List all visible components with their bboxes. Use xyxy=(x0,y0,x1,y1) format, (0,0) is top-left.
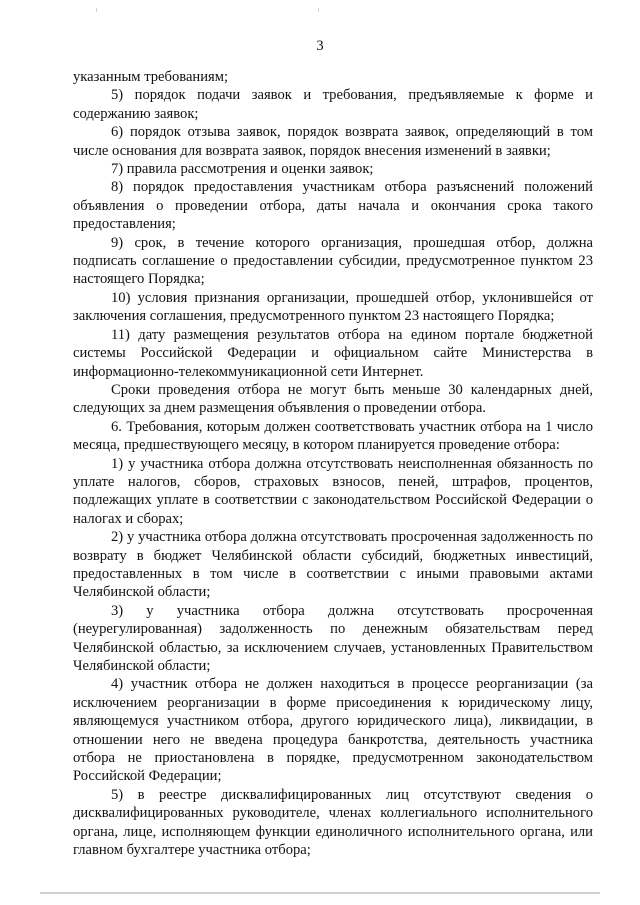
paragraph: 5) в реестре дисквалифицированных лиц отсутствуют сведения о дисквалифицированных руководителе, членах коллегиального исполнительного органа, лице, исполняющем функции единоличного исполнительного органа, или главном бухгалтере участника отбора; xyxy=(73,786,593,859)
scan-artifact xyxy=(318,8,319,12)
paragraph: 11) дату размещения результатов отбора на едином портале бюджетной системы Российской Федерации и официальном сайте Министерства в информационно-телекоммуникационной сети Интернет. xyxy=(73,326,593,380)
paragraph: 8) порядок предоставления участникам отбора разъяснений положений объявления о проведении отбора, даты начала и окончания срока такого предоставления; xyxy=(73,179,593,233)
paragraph: 9) срок, в течение которого организация, прошедшая отбор, должна подписать соглашение о предоставлении субсидии, предусмотренное пунктом 23 настоящего Порядка; xyxy=(73,234,593,288)
paragraph: 6. Требования, которым должен соответствовать участник отбора на 1 число месяца, предшествующего месяцу, в котором планируется проведение отбора: xyxy=(73,418,593,454)
document-body xyxy=(73,68,593,859)
paragraph: 4) участник отбора не должен находиться в процессе реорганизации (за исключением реорганизации в форме присоединения к юридическому лицу, являющемуся участником отбора, другого юридического лица), ликвидации, в отношении него не введена процедура банкротства, деятельность участника отбора не приостановлена в порядке, предусмотренном законодательством Российской Федерации; xyxy=(73,676,593,785)
paragraph: указанным требованиям; xyxy=(73,69,229,85)
paragraph: 6) порядок отзыва заявок, порядок возврата заявок, определяющий в том числе основания для возврата заявок, порядок внесения изменений в заявки; xyxy=(73,124,593,159)
paragraph: 5) порядок подачи заявок и требования, предъявляемые к форме и содержанию заявок; xyxy=(73,87,593,122)
page-number: 3 xyxy=(316,38,324,54)
paragraph: 1) у участника отбора должна отсутствовать неисполненная обязанность по уплате налогов, сборов, страховых взносов, пеней, штрафов, процентов, подлежащих уплате в соответствии с законодательством Российской Федерации о налогах и сборах; xyxy=(73,455,593,527)
scan-bottom-edge xyxy=(40,892,600,894)
paragraph: 10) условия признания организации, прошедшей отбор, уклонившейся от заключения соглашения, предусмотренного пунктом 23 настоящего Порядка; xyxy=(73,289,593,325)
scan-artifact xyxy=(96,8,97,12)
paragraph: 3) у участника отбора должна отсутствовать просроченная (неурегулированная) задолженность по денежным обязательствам перед Челябинской областью, за исключением случаев, установленных Правительством Челябинской области; xyxy=(73,602,593,674)
paragraph: 7) правила рассмотрения и оценки заявок; xyxy=(111,161,374,178)
paragraph: 2) у участника отбора должна отсутствовать просроченная задолженность по возврату в бюджет Челябинской области субсидий, бюджетных инвестиций, предоставленных в том числе в соответствии с иными правовыми актами Челябинской области; xyxy=(73,529,593,601)
paragraph: Сроки проведения отбора не могут быть меньше 30 календарных дней, следующих за днем размещения объявления о проведении отбора. xyxy=(73,381,593,417)
